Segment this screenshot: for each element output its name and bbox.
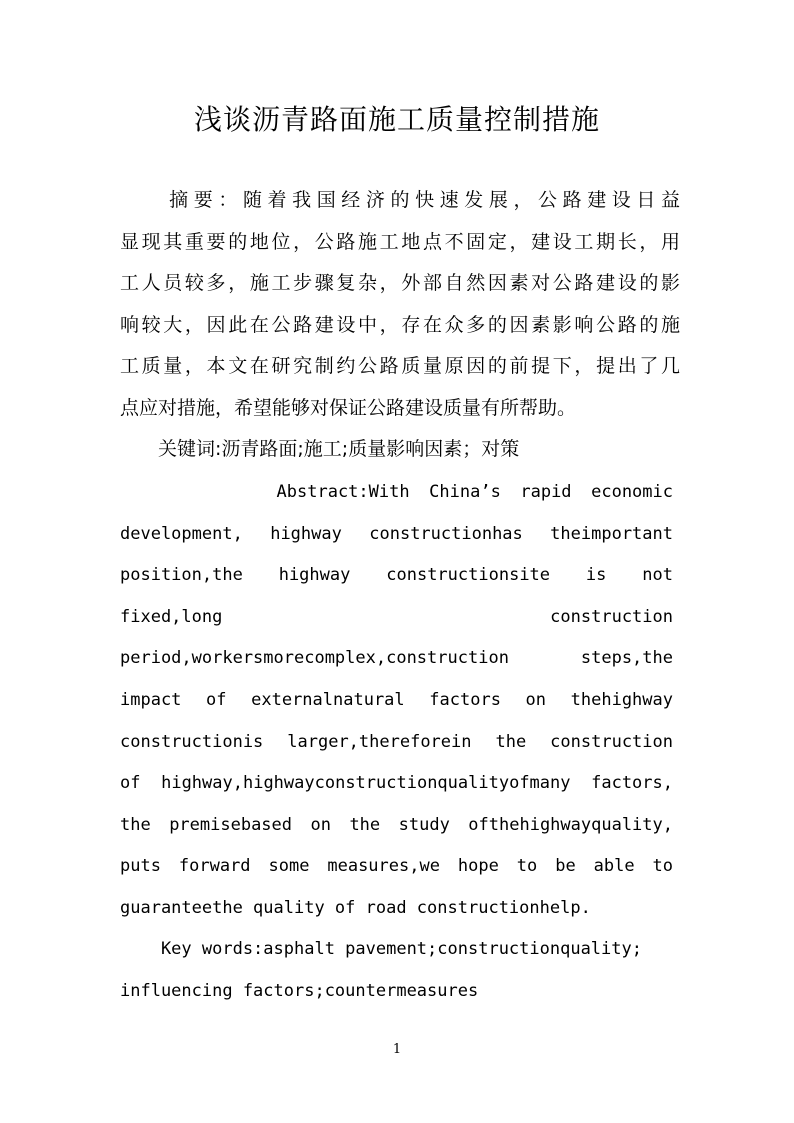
english-abstract-line: puts forward some measures,we hope to be able to — [120, 856, 673, 877]
english-abstract-line: Abstract:With China’s rapid economic — [120, 482, 673, 502]
chinese-abstract-line: 点应对措施，希望能够对保证公路建设质量有所帮助。 — [120, 396, 577, 419]
english-abstract-line: the premisebased on the study ofthehighwayquality, — [120, 814, 673, 835]
document-title: 浅谈沥青路面施工质量控制措施 — [193, 103, 600, 136]
chinese-abstract — [120, 180, 680, 429]
english-abstract-line: development, highway constructionhas theimportant — [120, 523, 673, 544]
english-keywords-line: influencing factors;countermeasures — [120, 980, 479, 1001]
page-number: 1 — [392, 1042, 402, 1057]
english-keywords — [120, 929, 673, 1012]
chinese-abstract-line: 工人员较多，施工步骤复杂，外部自然因素对公路建设的影 — [120, 272, 680, 294]
english-abstract-line: impact of externalnatural factors on thehighway — [120, 689, 673, 710]
english-abstract-line: constructionis larger,thereforein the construction — [120, 731, 673, 752]
chinese-abstract-line: 工质量，本文在研究制约公路质量原因的前提下，提出了几 — [120, 355, 680, 377]
english-abstract-line: period,workersmorecomplex,construction steps,the — [120, 648, 673, 669]
english-abstract-line: guaranteethe quality of road constructionhelp. — [120, 897, 591, 918]
chinese-abstract-line: 摘要：随着我国经济的快速发展，公路建设日益 — [120, 189, 680, 211]
english-abstract-line: position,the highway constructionsite is not — [120, 565, 673, 586]
chinese-abstract-line: 显现其重要的地位，公路施工地点不固定，建设工期长，用 — [120, 230, 680, 253]
chinese-abstract-line: 响较大，因此在公路建设中，存在众多的因素影响公路的施 — [120, 313, 680, 336]
english-abstract-line: fixed,long construction — [120, 606, 673, 627]
english-abstract — [120, 472, 673, 930]
english-keywords-line: Key words:asphalt pavement;constructionquality; — [120, 939, 642, 959]
english-abstract-line: of highway,highwayconstructionqualityofmany factors, — [120, 773, 673, 794]
chinese-keywords-line: 关键词:沥青路面;施工;质量影响因素；对策 — [120, 438, 520, 460]
chinese-keywords — [120, 429, 680, 471]
